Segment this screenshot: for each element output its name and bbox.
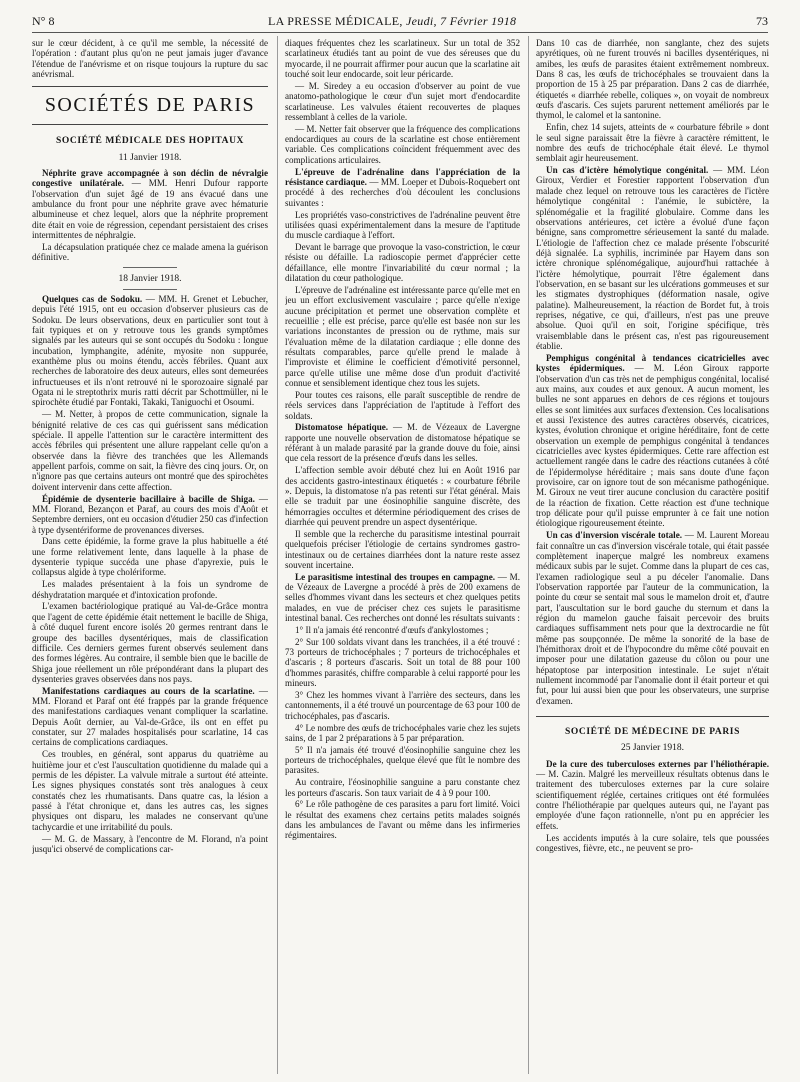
article	[32, 494, 268, 535]
paragraph: — M. Netter, à propos de cette communication, signale la bénignité relative de ces cas qui guérissent sans médication spéciale. Il appelle l'attention sur le caractère intermittent des accès fébriles qui présentent une allure rappelant celle qu'on a observée dans la fièvre des tranchées que les Allemands appellent parfois, comme on sait, la fièvre des cinq jours. Or, on n'ignore pas que certains auteurs ont montré que des spirochètes doivent intervenir dans cette affection.	[32, 409, 268, 492]
society-title: SOCIÉTÉ MÉDICALE DES HOPITAUX	[56, 136, 244, 147]
list-item: 3° Chez les hommes vivant à l'arrière des secteurs, dans les cantonnements, il a été trouvé un pourcentage de 63 pour 100 de trichocéphales, pas d'ascaris.	[285, 689, 520, 721]
paragraph: — M. Netter fait observer que la fréquence des complications endocardiques au cours de la scarlatine est chose entièrement variable. Ces complications coïncident fréquemment avec des complications articulaires.	[285, 123, 520, 165]
session-date: 11 Janvier 1918.	[118, 152, 182, 163]
article-text: — MM. Florand et Paraf ont été frappés par la grande fréquence des manifestations cardiaques venant compliquer la scarlatine. Depuis Août dernier, au Val-de-Grâce, ils ont en effet pu constater, sur 27 malades hospitalisés pour scarlatine, 14 cas certains de complications cardiaques.	[32, 685, 268, 748]
article-text: — M. de Vézeaux de Lavergne a procédé à près de 200 examens de selles d'hommes vivant dans les secteurs et chez quelques petits malades, en vue de préciser chez ces sujets le parasitisme intestinal banal. Ces recherches ont donné les résultats suivants :	[285, 571, 520, 624]
column-1	[32, 38, 268, 1078]
section-divider	[32, 124, 268, 125]
article	[32, 686, 268, 748]
article-text: — MM. Loeper et Dubois-Roquebert ont procédé à des recherches d'où découlent les conclusions suivantes :	[285, 176, 520, 208]
paragraph: Ces troubles, en général, sont apparus du quatrième au huitième jour et c'est l'auscultation quotidienne du malade qui a permis de les dépister. La valvule mitrale a surtout été atteinte. Les signes physiques constatés sont très analogues à ceux constatés chez les rhumatisants. Dans quatre cas, la lésion a passé à l'état chronique et, dans les autres cas, les signes physiques ont disparu, les malades ne conservant qu'une tachycardie et une irritabilité du pouls.	[32, 749, 268, 832]
paragraph: Enfin, chez 14 sujets, atteints de « courbature fébrile » dont le seul signe paraissait être la fièvre à caractère rémittent, le nombre des œufs de trichocéphale était élevé. Le thymol semblait agir heureusement.	[536, 122, 769, 164]
section-title: SOCIÉTÉS DE PARIS	[44, 94, 256, 117]
divider	[123, 289, 177, 290]
paragraph: Dans cette épidémie, la forme grave la plus habituelle a été une forme relativement lente, dans laquelle à la phase de dysenterie typique succéda une phase d'apyrexie, puis le collapsus algide à type cholériforme.	[32, 536, 268, 578]
article-title: Néphrite grave accompagnée à son déclin de névralgie congestive unilatérale.	[32, 168, 268, 189]
paragraph: sur le cœur décident, à ce qu'il me semble, la nécessité de l'opération : d'autant plus qu'on ne peut jamais juger d'avance l'étendue de l'anévrisme et on risque toujours la rupture du sac anévrismal.	[32, 38, 268, 80]
paragraph: — M. G. de Massary, à l'encontre de M. Florand, n'a point jusqu'ici observé de complications car-	[32, 833, 268, 854]
article-title: Le parasitisme intestinal des troupes en campagne.	[295, 571, 496, 582]
article-title: Un cas d'inversion viscérale totale.	[546, 530, 682, 541]
paragraph: L'examen bactériologique pratiqué au Val-de-Grâce montra que l'agent de cette épidémie était nettement le bacille de Shiga, à côté duquel furent encore isolés 20 germes rentrant dans le groupe des bacilles dysentériques, mais de classification difficile. Ces derniers germes furent observés seulement dans des formes légères. Au contraire, il semble bien que le bacille de Shiga joue réellement un rôle prépondérant dans la plupart des dysenteries graves observées dans nos pays.	[32, 601, 268, 684]
article-title: Quelques cas de Sodoku.	[42, 294, 143, 304]
paragraph: Les malades présentaient à la fois un syndrome de déshydratation marquée et d'intoxication profonde.	[32, 579, 268, 600]
article-text: — M. de Vézeaux de Lavergne rapporte une nouvelle observation de distomatose hépatique se référant à un malade parasité par la grande douve du foie, ainsi que cela ressort de la présence d'œufs dans les selles.	[285, 422, 520, 464]
journal-name: LA PRESSE MÉDICALE,	[268, 14, 403, 28]
paragraph: L'affection semble avoir débuté chez lui en Août 1916 par des accidents gastro-intestinaux étiquetés : « courbature fébrile ». Depuis, la distomatose n'a pas retenti sur l'état général. Mais elle se traduit par une éosinophilie sanguine discrète, des hémorragies occultes et détermine périodiquement des crises de diarrhée qui peuvent prendre un aspect dysentérique.	[285, 465, 520, 527]
journal-title	[268, 14, 516, 28]
article	[285, 572, 520, 624]
article	[536, 530, 769, 706]
list-item: 1° Il n'a jamais été rencontré d'œufs d'ankylostomes ;	[295, 624, 489, 635]
article-text: — MM. Léon Giroux, Verdier et Forestier rapportent l'observation d'un malade chez lequel on retrouve tous les caractères de l'ictère hémolytique congénital : l'anémie, le subictère, la splénomégalie et la fragilité globulaire. Comme dans les observations antérieures, cet ictère a évolué d'une façon bénigne, sans compromettre sérieusement la santé du malade. L'étiologie de l'affection chez ce malade présente l'obscurité déjà signalée. La syphilis, incriminée par Hayem dans son ictère chronique splénomégalique, aujourd'hui rattachée à l'ictère hémolytique, pourrait l'être également dans l'observation, en se basant sur les ulcérations gommeuses et sur les stigmates dystrophiques (déformation nasale, ogive palatine). Malheureusement, la réaction de Bordet fut, à trois reprises, négative, ce qui, d'ailleurs, n'est pas une preuve absolue. Quoi qu'il en soit, l'origine spécifique, très vraisemblable dans le présent cas, n'est pas rigoureusement établie.	[536, 165, 769, 351]
list-item: 6° Le rôle pathogène de ces parasites a paru fort limité. Voici le résultat des examens chez certains petits malades soignés dans les ambulances de l'avant ou même dans les infirmeries régimentaires.	[285, 799, 520, 841]
article-title: Manifestations cardiaques au cours de la scarlatine.	[42, 685, 255, 696]
column-3	[536, 38, 769, 1078]
article-text: — MM. Henri Dufour rapporte l'observation d'un sujet âgé de 19 ans évacué dans une ambulance du front pour une néphrite grave avec hématurie albumineuse et chez lequel, alors que la néphrite proprement dite était en voie de régression, cependant persistaient des crises intermittentes de néphralgie.	[32, 178, 268, 241]
divider	[123, 267, 177, 268]
article	[285, 167, 520, 208]
column-divider	[277, 36, 278, 1074]
paragraph: Devant le barrage que provoque la vaso-constriction, le cœur résiste ou défaille. La radioscopie permet d'apprécier cette défaillance, elle montre l'invariabilité du cœur normal ; la dilatation du cœur pathologique.	[285, 242, 520, 284]
session-date: 25 Janvier 1918.	[620, 743, 685, 754]
issue-number: N° 8	[32, 14, 55, 28]
article	[32, 168, 268, 240]
session-date: 18 Janvier 1918.	[118, 273, 182, 284]
article-title: L'épreuve de l'adrénaline dans l'appréciation de la résistance cardiaque.	[285, 166, 520, 187]
list-item: 4° Le nombre des œufs de trichocéphales varie chez les sujets sains, de 1 par 2 préparations à 5 par préparation.	[285, 722, 520, 743]
article-title: Pemphigus congénital à tendances cicatricielles avec kystes épidermiques.	[536, 352, 769, 374]
article-text: — MM. H. Grenet et Lebucher, depuis l'été 1915, ont eu occasion d'observer plusieurs cas de Sodoku. De leurs observations, deux en particulier sont tout à fait typiques et on y retrouve tous les grands symptômes signalés par les auteurs qui se sont occupés du Sodoku : longue incubation, lymphangite, adénite, myosite non suppurée, exanthème plus ou moins étendu, accès fébriles. Quant aux recherches de laboratoire des deux auteurs, elles sont demeurées infructueuses et ils n'ont retrouvé ni le sporozoaire signalé par Ogata ni le streptothrix muris ratti décrit par Schottmüller, ni le spirochète étudié par Fontaki, Takaki, Taniguochi et Osoumi.	[32, 294, 268, 408]
column-divider	[528, 36, 529, 1074]
list-item: 2° Sur 100 soldats vivant dans les tranchées, il a été trouvé : 73 porteurs de trichocéphales ; 7 porteurs de trichocéphales et d'ascaris ; 8 porteurs d'ascaris. Soit un total de 88 pour 100 d'hommes parasités, chiffre comparable à celui rapporté pour les mineurs.	[285, 636, 520, 689]
article	[536, 353, 769, 529]
paragraph: Il semble que la recherche du parasitisme intestinal pourrait quelquefois préciser l'étiologie de certains syndromes gastro-intestinaux ou de certaines diarrhées dont la nature reste assez souvent incertaine.	[285, 528, 520, 570]
paragraph: L'épreuve de l'adrénaline est intéressante parce qu'elle met en jeu un effort exclusivement vasculaire ; parce qu'elle n'exige aucune précipitation et permet une observation complète et recueillie ; elle est précise, parce qu'elle est basée non sur les variations inconstantes de pression ou de rythme, mais sur l'évaluation même de la dilatation cardiaque ; elle donne des résultats comparables, parce qu'elle prend le malade à l'improviste et élimine le coefficient d'émotivité personnel, parce qu'elle utilise une même dose d'un produit d'activité connue et sensiblement identique chez tous les sujets.	[285, 284, 520, 388]
article-title: Un cas d'ictère hémolytique congénital.	[546, 165, 709, 176]
society-title: SOCIÉTÉ DE MÉDECINE DE PARIS	[565, 727, 740, 737]
paragraph: Les propriétés vaso-constrictives de l'adrénaline peuvent être utilisées quasi expérimentalement dans la mesure de l'aptitude du muscle cardiaque à l'effort.	[285, 209, 520, 241]
section-divider	[32, 86, 268, 87]
column-2	[285, 38, 520, 1078]
society-block	[536, 716, 769, 754]
paragraph: La décapsulation pratiquée chez ce malade amena la guérison définitive.	[32, 241, 268, 263]
paragraph: Dans 10 cas de diarrhée, non sanglante, chez des sujets apyrétiques, où ne furent trouvés ni bacilles dysentériques, ni amibes, les œufs de parasites étaient extrêmement nombreux. Dans 8 cas, les œufs de trichocéphales se trouvaient dans la proportion de 15 à 25 par préparation. Dans 2 cas de diarrhée, étiquetés « diarrhée rebelle, coliques », on voyait de nombreux œufs d'ascaris. Ces sujets parurent nettement améliorés par le thymol, le calomel et la santonine.	[536, 38, 769, 121]
article	[536, 165, 769, 351]
article	[32, 294, 268, 408]
paragraph: Au contraire, l'éosinophilie sanguine a paru constante chez les porteurs d'ascaris. Son taux variait de 4 à 9 pour 100.	[285, 777, 520, 798]
page-header	[32, 14, 768, 33]
article-title: De la cure des tuberculoses externes par l'héliothérapie.	[546, 758, 769, 769]
paragraph: Pour toutes ces raisons, elle paraît susceptible de rendre de réels services dans l'appréciation de l'aptitude à l'effort des soldats.	[285, 389, 520, 421]
article	[536, 759, 769, 831]
article	[285, 422, 520, 463]
paragraph: — M. Siredey a eu occasion d'observer au point de vue anatomo-pathologique le cœur d'un sujet mort d'endocardite scarlatineuse. Les valvules étaient recouvertes de plaques ressemblant à celles de la variole.	[285, 80, 520, 122]
article-title: Distomatose hépatique.	[295, 422, 389, 433]
paragraph: diaques fréquentes chez les scarlatineux. Sur un total de 352 scarlatineux étudiés tant au point de vue des séreuses que du myocarde, il ne pourrait affirmer pour aucun que la scarlatine ait touché soit leur endocarde, soit leur péricarde.	[285, 38, 520, 80]
paragraph: Les accidents imputés à la cure solaire, tels que poussées congestives, fièvre, etc., ne peuvent se pro-	[536, 832, 769, 853]
article-text: — M. Léon Giroux rapporte l'observation d'un cas très net de pemphigus congénital, localisé aux mains, aux coudes et aux genoux. A aucun moment, les bulles ne sont apparues en dehors de ces régions et toujours elles se sont limitées aux surfaces d'extension. Ces localisations et aussi l'existence des autres caractères observés, cicatrices, kystes, évolution chronique et origine héréditaire, font de cette observation un exemple de pemphigus congénital à tendances cicatricielles avec kystes épidermiques. Cette rare affection est actuellement rangée dans le cadre des réactions cutanées à côté de l'épidermolyse héréditaire ; mais sans doute d'une façon provisoire, car on ignore tout de son mécanisme pathogénique. M. Giroux ne veut tirer aucune conclusion du caractère positif de la réaction de fixation. Cette réaction est d'une technique trop délicate pour qu'il puisse emprunter à ce fait une notion étiologique rigoureusement éteinte.	[536, 363, 769, 529]
page-number: 73	[756, 14, 768, 28]
issue-date: Jeudi, 7 Février 1918	[406, 14, 517, 28]
article-title: Épidémie de dysenterie bacillaire à bacille de Shiga.	[42, 493, 255, 504]
article-text: — M. Cazin. Malgré les merveilleux résultats obtenus dans le traitement des tuberculoses externes par la cure solaire scientifiquement réglée, certaines critiques ont été formulées contre l'héliothérapie par quelques auteurs qui, ne l'ayant pas employée d'une façon rationnelle, n'ont pu en apprécier les effets.	[536, 769, 769, 831]
list-item: 5° Il n'a jamais été trouvé d'éosinophilie sanguine chez les porteurs de trichocéphales, quelque élevé que fût le nombre des parasites.	[285, 744, 520, 776]
article-text: — MM. Florand, Bezançon et Paraf, au cours des mois d'Août et Septembre derniers, ont eu occasion d'étudier 250 cas d'infection à type dysentériforme de provenances diverses.	[32, 493, 268, 535]
article-text: — M. Laurent Moreau fait connaître un cas d'inversion viscérale totale, qui était passée complètement inaperçue malgré les nombreux examens médicaux subis par le sujet. Comme dans la plupart de ces cas, l'examen radiologique seul a pu déceler l'anomalie. Dans l'observation rapportée par l'auteur de la communication, la pointe du cœur se sentait mal sous le mamelon droit et, d'autre part, l'auscultation sur le bord gauche du sternum et dans la région du mamelon gauche faisait percevoir des bruits cardiaques suffisamment nets pour que la dextrocardie ne fût même pas soupçonnée. De même la sonorité de la base de l'hémithorax droit et de l'hypocondre du même côté pouvait en imposer pour une dilatation gazeuse du côlon ou pour une hépatoptose par interposition intestinale. Le sujet n'était nullement incommodé par l'anomalie dont il était porteur et qui fut, pour lui aussi bien que pour les observateurs, une surprise d'examen.	[536, 530, 769, 706]
